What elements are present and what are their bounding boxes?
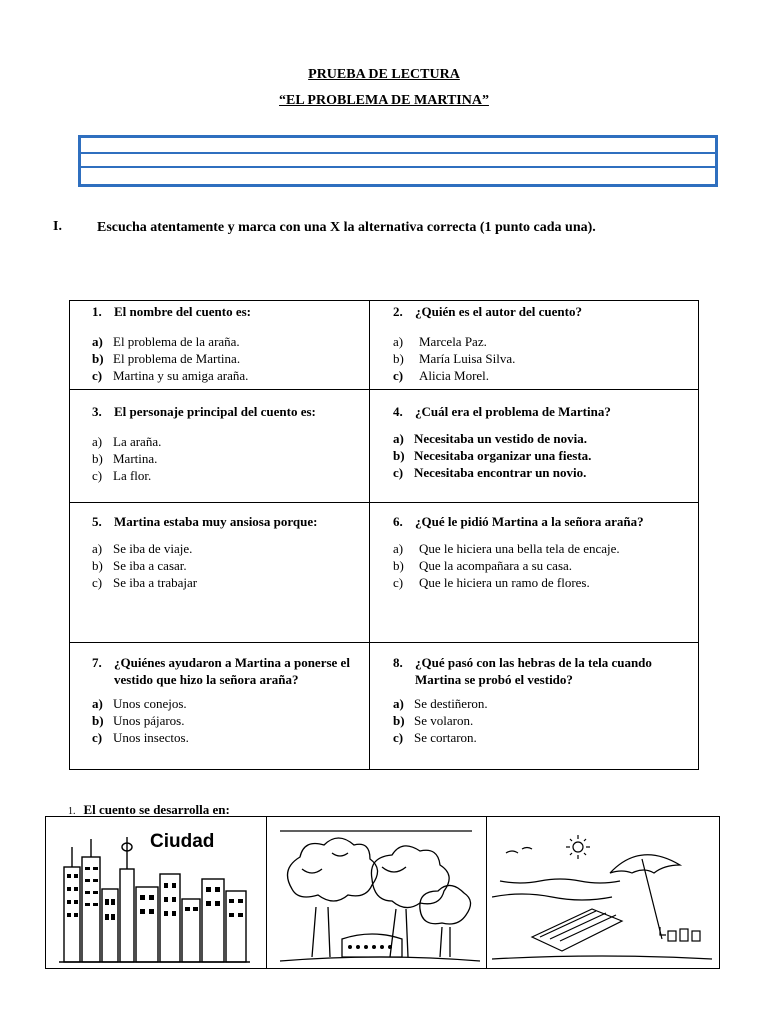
option-c[interactable]: c) Que le hiciera un ramo de flores. — [393, 575, 590, 590]
question-text: ¿Quién es el autor del cuento? — [415, 304, 582, 319]
question-text: ¿Cuál era el problema de Martina? — [415, 404, 611, 419]
question-number: 7. — [92, 655, 102, 670]
forest-illustration — [272, 819, 482, 967]
table-divider — [70, 389, 698, 390]
option-c[interactable]: c) Martina y su amiga araña. — [92, 368, 249, 383]
question-text: ¿Quiénes ayudaron a Martina a ponerse el vestido que hizo la señora araña? — [114, 655, 350, 687]
section-number: I. — [53, 219, 62, 234]
option-c[interactable]: c) Necesitaba encontrar un novio. — [393, 465, 587, 480]
option-b[interactable]: b) Se volaron. — [393, 713, 474, 728]
option-b[interactable]: b) El problema de Martina. — [92, 351, 241, 366]
beach-option[interactable] — [492, 819, 714, 967]
option-c[interactable]: c) La flor. — [92, 468, 152, 483]
setting-images-table — [45, 816, 720, 969]
question-1 — [92, 303, 362, 384]
story-title: “EL PROBLEMA DE MARTINA” — [279, 93, 489, 108]
question-8 — [393, 654, 693, 746]
option-a[interactable]: a) Que le hiciera una bella tela de encaje. — [393, 541, 620, 556]
option-a[interactable]: a) Marcela Paz. — [393, 334, 487, 349]
question-number: 2. — [393, 304, 403, 319]
beach-illustration — [492, 819, 714, 967]
option-b[interactable]: b) María Luisa Silva. — [393, 351, 516, 366]
city-option[interactable] — [54, 819, 262, 967]
item-text: El cuento se desarrolla en: — [83, 802, 230, 817]
option-a[interactable]: a) Unos conejos. — [92, 696, 187, 711]
table-divider — [266, 817, 267, 968]
option-a[interactable]: a) La araña. — [92, 434, 162, 449]
question-number: 3. — [92, 404, 102, 419]
student-info-box[interactable] — [78, 135, 718, 187]
option-b[interactable]: b) Necesitaba organizar una fiesta. — [393, 448, 592, 463]
test-title: PRUEBA DE LECTURA — [308, 67, 460, 82]
question-number: 8. — [393, 655, 403, 670]
question-text: ¿Qué pasó con las hebras de la tela cuando Martina se probó el vestido? — [415, 655, 652, 687]
question-number: 5. — [92, 514, 102, 529]
question-number: 4. — [393, 404, 403, 419]
question-text: El nombre del cuento es: — [114, 304, 251, 319]
question-text: Martina estaba muy ansiosa porque: — [114, 514, 318, 529]
question-text: ¿Qué le pidió Martina a la señora araña? — [415, 514, 644, 529]
option-c[interactable]: c) Se iba a trabajar — [92, 575, 198, 590]
info-row-divider — [81, 152, 715, 154]
option-b[interactable]: b) Se iba a casar. — [92, 558, 187, 573]
option-c[interactable]: c) Se cortaron. — [393, 730, 477, 745]
city-illustration — [54, 819, 262, 967]
forest-option[interactable] — [272, 819, 482, 967]
question-7 — [92, 654, 360, 746]
question-text: El personaje principal del cuento es: — [114, 404, 316, 419]
table-divider — [70, 642, 698, 643]
item-number: 1. — [68, 806, 76, 817]
section-instruction: Escucha atentamente y marca con una X la alternativa correcta (1 punto cada una). — [97, 220, 596, 235]
question-6 — [393, 513, 663, 591]
option-a[interactable]: a) El problema de la araña. — [92, 334, 240, 349]
option-a[interactable]: a) Se destiñeron. — [393, 696, 488, 711]
city-label: Ciudad — [150, 831, 215, 852]
option-a[interactable]: a) Necesitaba un vestido de novia. — [393, 431, 587, 446]
question-4 — [393, 403, 693, 481]
question-3 — [92, 403, 322, 484]
info-row-divider — [81, 166, 715, 168]
option-b[interactable]: b) Que la acompañara a su casa. — [393, 558, 573, 573]
option-a[interactable]: a) Se iba de viaje. — [92, 541, 193, 556]
question-number: 1. — [92, 304, 102, 319]
table-divider — [486, 817, 487, 968]
option-b[interactable]: b) Martina. — [92, 451, 158, 466]
table-divider — [70, 502, 698, 503]
option-c[interactable]: c) Unos insectos. — [92, 730, 189, 745]
question-number: 6. — [393, 514, 403, 529]
question-5 — [92, 513, 342, 591]
questions-table — [69, 300, 699, 770]
option-c[interactable]: c) Alicia Morel. — [393, 368, 490, 383]
table-divider — [369, 301, 370, 769]
question-2 — [393, 303, 693, 384]
option-b[interactable]: b) Unos pájaros. — [92, 713, 185, 728]
